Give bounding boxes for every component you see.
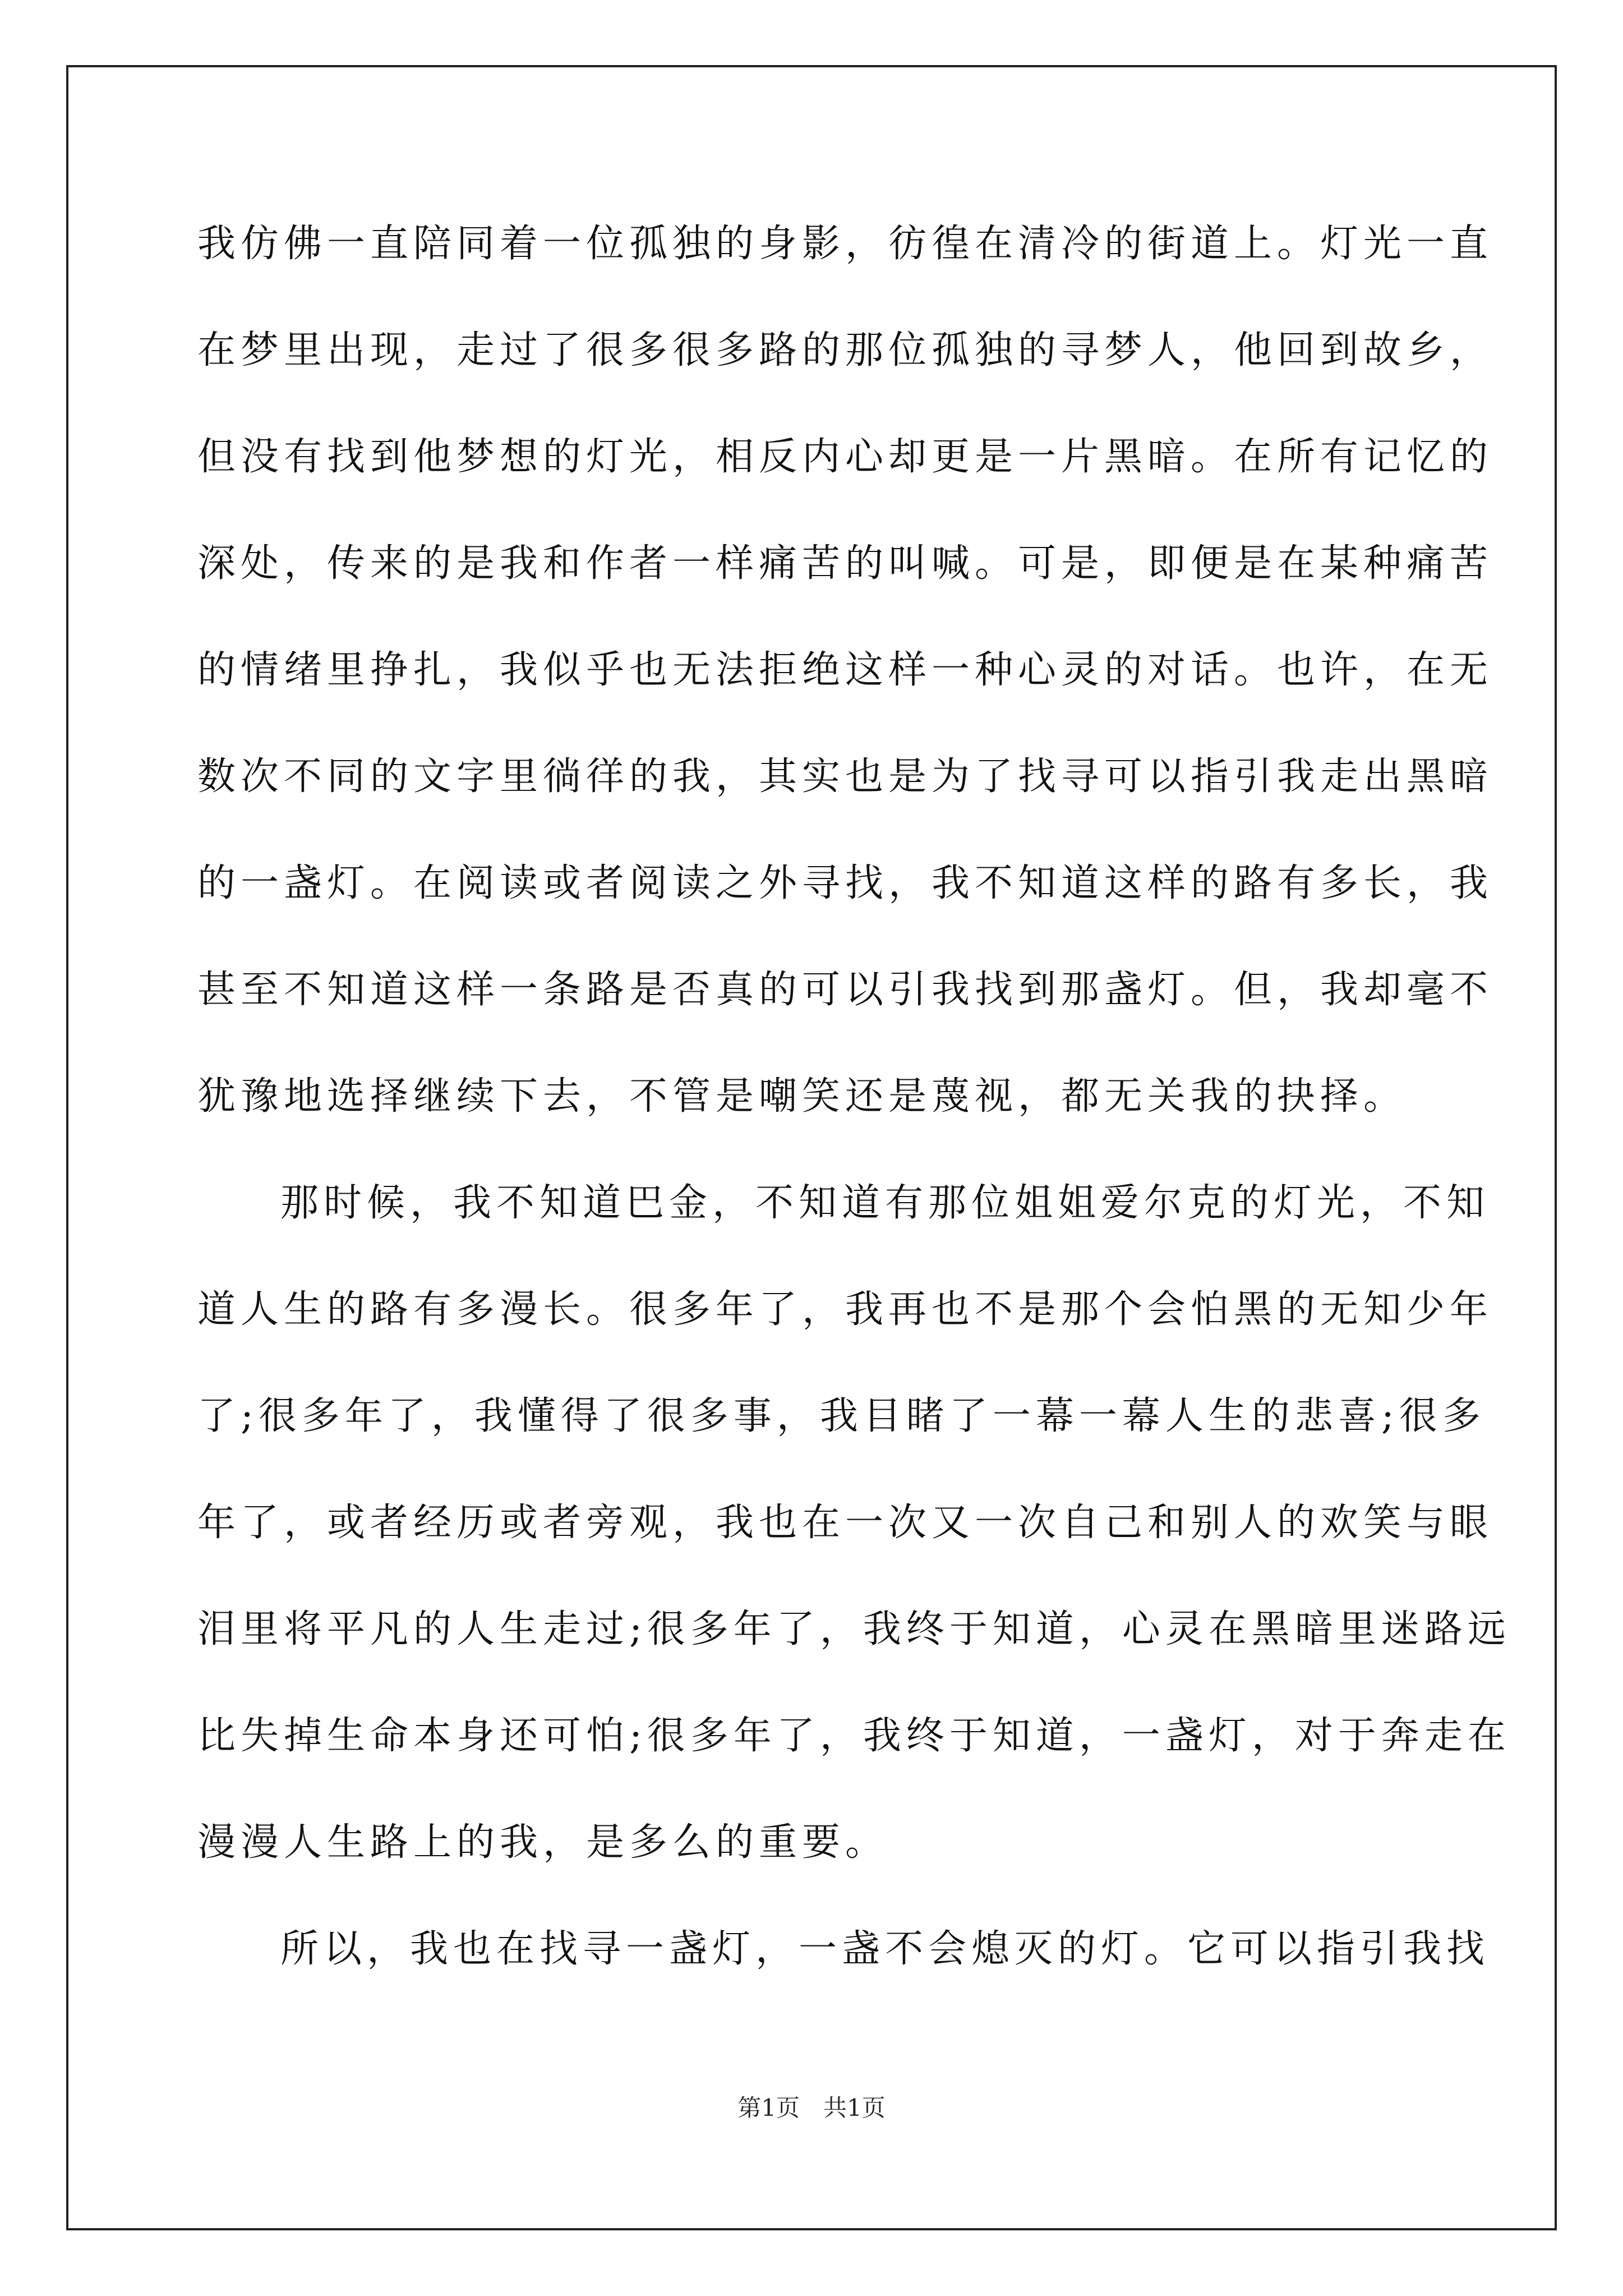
text-line: 漫漫人生路上的我，是多么的重要。	[197, 1820, 889, 1865]
text-line: 了;很多年了，我懂得了很多事，我目睹了一幕一幕人生的悲喜;很多	[197, 1394, 1486, 1438]
text-line: 我仿佛一直陪同着一位孤独的身影，彷徨在清冷的街道上。灯光一直	[197, 222, 1493, 266]
text-line: 甚至不知道这样一条路是否真的可以引我找到那盏灯。但，我却毫不	[197, 968, 1493, 1012]
text-line: 在梦里出现，走过了很多很多路的那位孤独的寻梦人，他回到故乡，	[197, 328, 1493, 372]
text-line: 泪里将平凡的人生走过;很多年了，我终于知道，心灵在黑暗里迷路远	[197, 1607, 1511, 1651]
document-body	[197, 213, 1511, 2025]
text-line: 道人生的路有多漫长。很多年了，我再也不是那个会怕黑的无知少年	[197, 1287, 1493, 1332]
text-line: 深处，传来的是我和作者一样痛苦的叫喊。可是，即便是在某种痛苦	[197, 541, 1493, 586]
paragraph-start-line: 所以，我也在找寻一盏灯，一盏不会熄灭的灯。它可以指引我找	[280, 1927, 1490, 1971]
text-line: 的一盏灯。在阅读或者阅读之外寻找，我不知道这样的路有多长，我	[197, 861, 1493, 905]
text-line: 犹豫地选择继续下去，不管是嘲笑还是蔑视，都无关我的抉择。	[197, 1074, 1407, 1119]
paragraph-start-line: 那时候，我不知道巴金，不知道有那位姐姐爱尔克的灯光，不知	[280, 1181, 1490, 1225]
text-line: 比失掉生命本身还可怕;很多年了，我终于知道，一盏灯，对于奔走在	[197, 1714, 1511, 1758]
text-line: 数次不同的文字里徜徉的我，其实也是为了找寻可以指引我走出黑暗	[197, 754, 1493, 799]
text-line: 年了，或者经历或者旁观，我也在一次又一次自己和别人的欢笑与眼	[197, 1501, 1493, 1545]
page-footer: 第1页 共1页	[737, 2094, 886, 2122]
text-line: 但没有找到他梦想的灯光，相反内心却更是一片黑暗。在所有记忆的	[197, 435, 1493, 479]
text-line: 的情绪里挣扎，我似乎也无法拒绝这样一种心灵的对话。也许，在无	[197, 648, 1493, 692]
